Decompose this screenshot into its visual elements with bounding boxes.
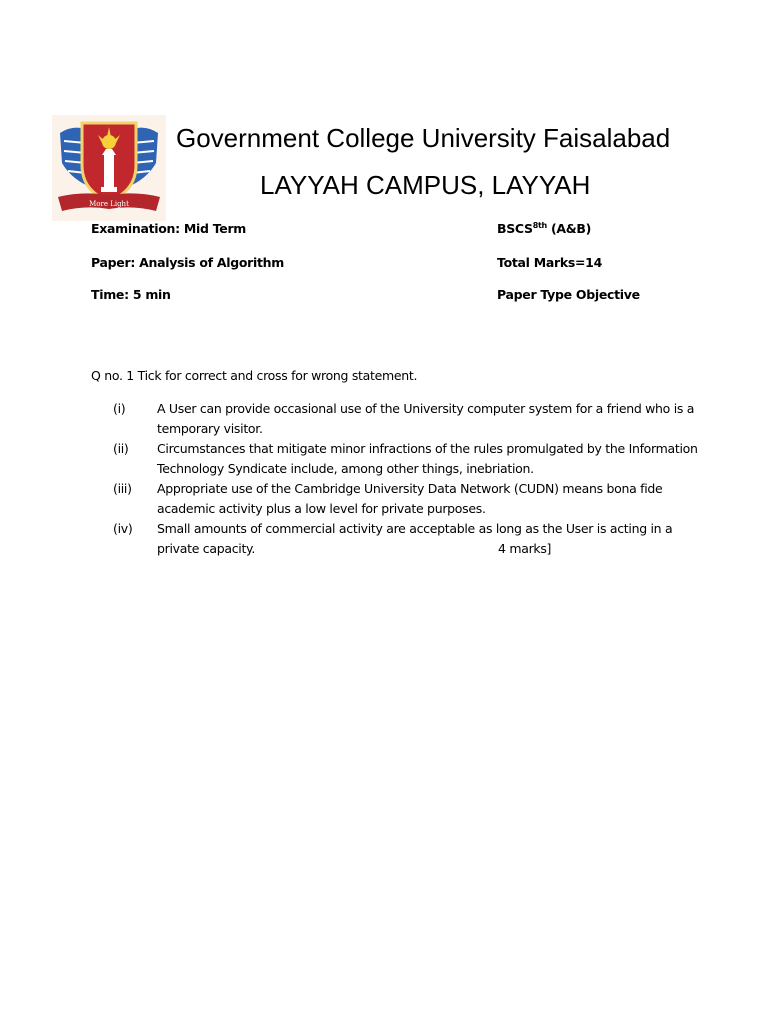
item-number: (iv) xyxy=(113,521,133,536)
logo-motto: More Light xyxy=(89,200,129,208)
question-title: Q no. 1 Tick for correct and cross for wrong statement. xyxy=(91,368,418,383)
examination-label: Examination: Mid Term xyxy=(91,221,247,236)
item-number: (iii) xyxy=(113,481,132,496)
item-text-line2: temporary visitor. xyxy=(157,421,263,436)
university-logo xyxy=(52,115,166,221)
item-text-line1: Small amounts of commercial activity are acceptable as long as the User is acting in a xyxy=(157,521,673,536)
question-list xyxy=(0,400,768,560)
item-text-line1: Circumstances that mitigate minor infractions of the rules promulgated by the Information xyxy=(157,441,698,456)
item-text-line2: academic activity plus a low level for private purposes. xyxy=(157,501,486,516)
university-title: Government College University Faisalabad xyxy=(176,123,671,153)
item-text-line2: private capacity. xyxy=(157,541,256,556)
item-text-line2: Technology Syndicate include, among other things, inebriation. xyxy=(157,461,534,476)
class-suffix: (A&B) xyxy=(546,221,592,237)
item-text-line1: Appropriate use of the Cambridge University Data Network (CUDN) means bona fide xyxy=(157,481,663,496)
item-number: (ii) xyxy=(113,441,129,456)
marks-label: 4 marks] xyxy=(498,541,552,556)
list-item xyxy=(0,520,768,560)
list-item xyxy=(0,400,768,440)
list-item xyxy=(0,440,768,480)
item-text-line1: A User can provide occasional use of the University computer system for a friend who is a xyxy=(157,401,695,416)
class-prefix: BSCS xyxy=(497,221,533,237)
class-superscript: 8th xyxy=(532,221,547,230)
item-number: (i) xyxy=(113,401,126,416)
paper-label: Paper: Analysis of Algorithm xyxy=(91,255,284,270)
list-item xyxy=(0,480,768,520)
campus-title: LAYYAH CAMPUS, LAYYAH xyxy=(260,170,591,200)
total-marks-label: Total Marks=14 xyxy=(497,255,602,270)
time-label: Time: 5 min xyxy=(91,287,171,302)
class-label xyxy=(497,221,591,236)
paper-type-label: Paper Type Objective xyxy=(497,287,640,302)
